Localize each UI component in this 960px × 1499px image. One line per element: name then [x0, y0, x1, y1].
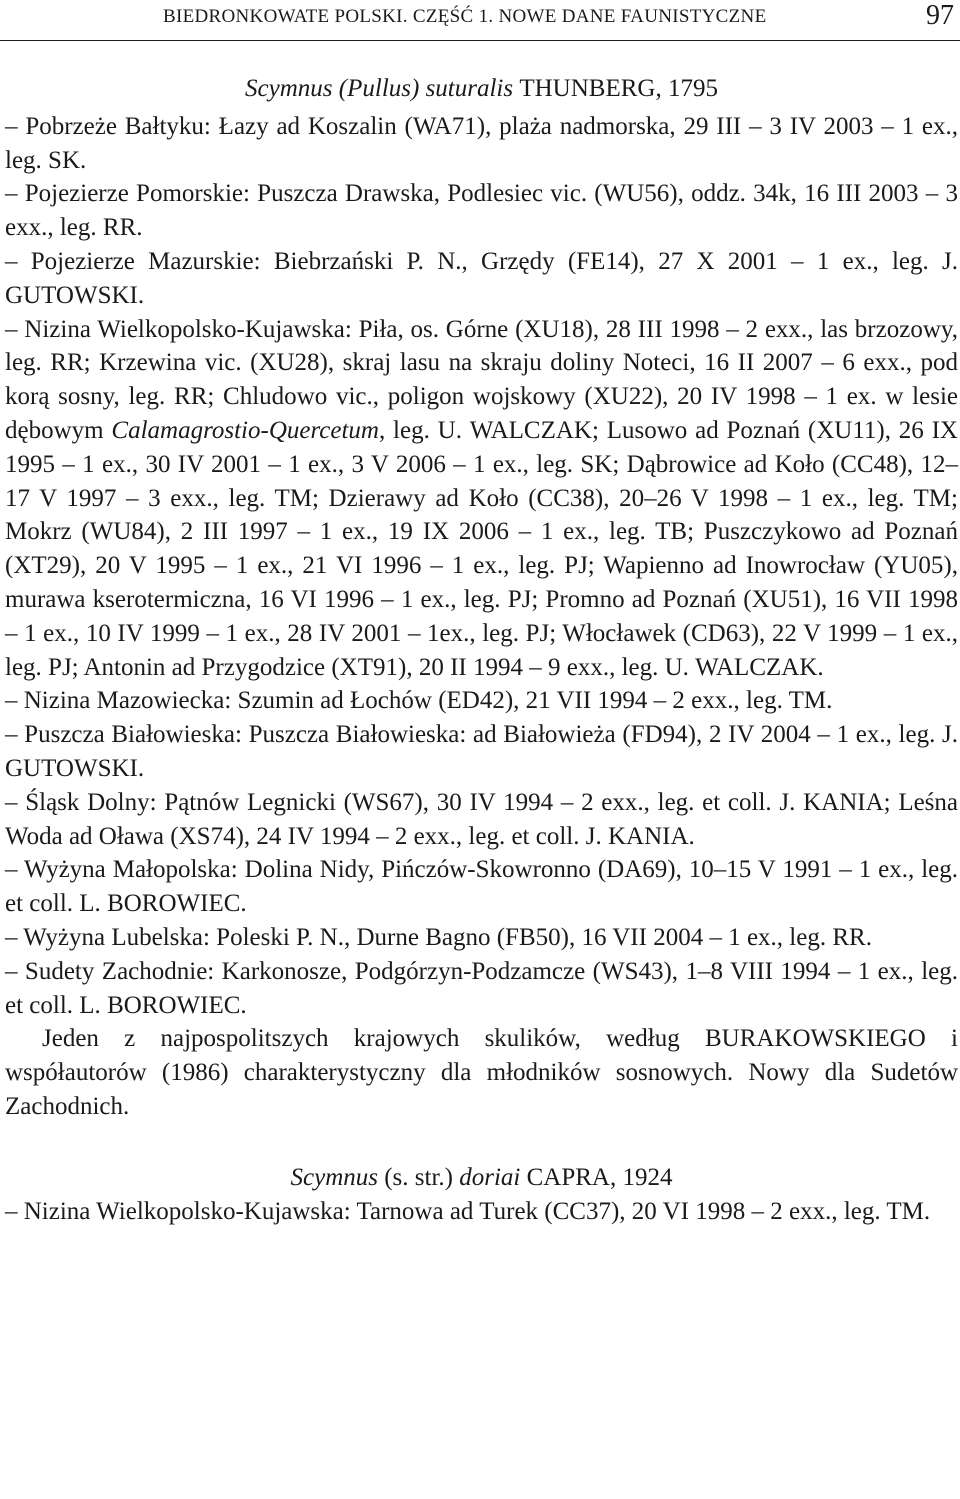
species-author: CAPRA [526, 1163, 610, 1191]
article-body [5, 72, 958, 1228]
species-year: , 1924 [609, 1163, 673, 1191]
running-head: BIEDRONKOWATE POLSKI. CZĘŚĆ 1. NOWE DANE FAUNISTYCZNE [163, 6, 767, 27]
record-entry: – Puszcza Białowieska: Puszcza Białowieska: ad Białowieża (FD94), 2 IV 2004 – 1 ex., leg. J. GUTOWSKI. [5, 721, 958, 782]
species-year: , 1795 [655, 75, 718, 102]
record-entry: – Nizina Wielkopolsko-Kujawska: Tarnowa ad Turek (CC37), 20 VI 1998 – 2 exx., leg. TM. [5, 1197, 931, 1225]
species-name: Scymnus (Pullus) suturalis [245, 75, 514, 102]
record-entry: – Śląsk Dolny: Pątnów Legnicki (WS67), 30 IV 1994 – 2 exx., leg. et coll. J. KANIA; Leśna Woda ad Oława (XS74), 24 IV 1994 – 2 exx., leg. et coll. J. KANIA. [5, 788, 959, 850]
species-heading [5, 72, 958, 106]
section-gap [5, 1124, 958, 1161]
species-heading: Scymnus (s. str.) doriai CAPRA, 1924 [290, 1163, 673, 1191]
page-number: 97 [926, 0, 954, 31]
record-entry: – Wyżyna Małopolska: Dolina Nidy, Pińczów-Skowronno (DA69), 10–15 V 1991 – 1 ex., leg. et coll. L. BOROWIEC. [5, 856, 958, 918]
record-entry: – Nizina Mazowiecka: Szumin ad Łochów (ED42), 21 VII 1994 – 2 exx., leg. TM. [5, 687, 833, 715]
species-genus: Scymnus [290, 1163, 378, 1191]
comment-paragraph: Jeden z najpospolitszych krajowych skulików, według BURAKOWSKIEGO i współautorów (1986) charakterystyczny dla młodników sosnowych. Nowy dla Sudetów Zachodnich. [5, 1025, 958, 1120]
record-entry: – Pojezierze Pomorskie: Puszcza Drawska, Podlesiec vic. (WU56), oddz. 34k, 16 III 2003 – 3 exx., leg. RR. [5, 180, 958, 242]
record-entry: – Sudety Zachodnie: Karkonosze, Podgórzyn-Podzamcze (WS43), 1–8 VIII 1994 – 1 ex., leg. et coll. L. BOROWIEC. [5, 957, 958, 1019]
record-entry: – Pobrzeże Bałtyku: Łazy ad Koszalin (WA71), plaża nadmorska, 29 III – 3 IV 2003 – 1 ex., leg. SK. [5, 112, 958, 174]
species-epithet: doriai [459, 1163, 521, 1191]
record-entry: – Pojezierze Mazurskie: Biebrzański P. N., Grzędy (FE14), 27 X 2001 – 1 ex., leg. J. GUTOWSKI. [5, 247, 958, 309]
header-rule [0, 40, 960, 41]
record-entry: – Nizina Wielkopolsko-Kujawska: Piła, os. Górne (XU18), 28 III 1998 – 2 exx., las brzozowy, leg. RR; Krzewina vic. (XU28), skraj lasu na skraju doliny Noteci, 16 II 2007 – 6 exx., pod korą sosny, leg. RR; Chludowo vic., poligon wojskowy (XU22), 20 IV 1998 – 1 ex. w lesie dębowym Calamagrostio-Quercetum, leg. U. WALCZAK; Lusowo ad Poznań (XU11), 26 IX 1995 – 1 ex., 30 IV 2001 – 1 ex., 3 V 2006 – 1 ex., leg. SK; Dąbrowice ad Koło (CC48), 12–17 V 1997 – 3 exx., leg. TM; Dzierawy ad Koło (CC38), 20–26 V 1998 – 1 ex., leg. TM; Mokrz (WU84), 2 III 1997 – 1 ex., 19 IX 2006 – 1 ex., leg. TB; Puszczykowo ad Poznań (XT29), 20 V 1995 – 1 ex., 21 VI 1996 – 1 ex., leg. PJ; Wapienno ad Inowrocław (YU05), murawa kserotermiczna, 16 VI 1996 – 1 ex., leg. PJ; Promno ad Poznań (XU51), 16 VII 1998 – 1 ex., 10 IV 1999 – 1 ex., 28 IV 2001 – 1ex., leg. PJ; Włocławek (CD63), 22 V 1999 – 1 ex., leg. PJ; Antonin ad Przygodzice (XT91), 20 II 1994 – 9 exx., leg. U. WALCZAK. [5, 315, 958, 681]
page-header [0, 0, 960, 44]
species-author: THUNBERG [519, 75, 656, 102]
record-entry: – Wyżyna Lubelska: Poleski P. N., Durne Bagno (FB50), 16 VII 2004 – 1 ex., leg. RR. [5, 923, 872, 951]
